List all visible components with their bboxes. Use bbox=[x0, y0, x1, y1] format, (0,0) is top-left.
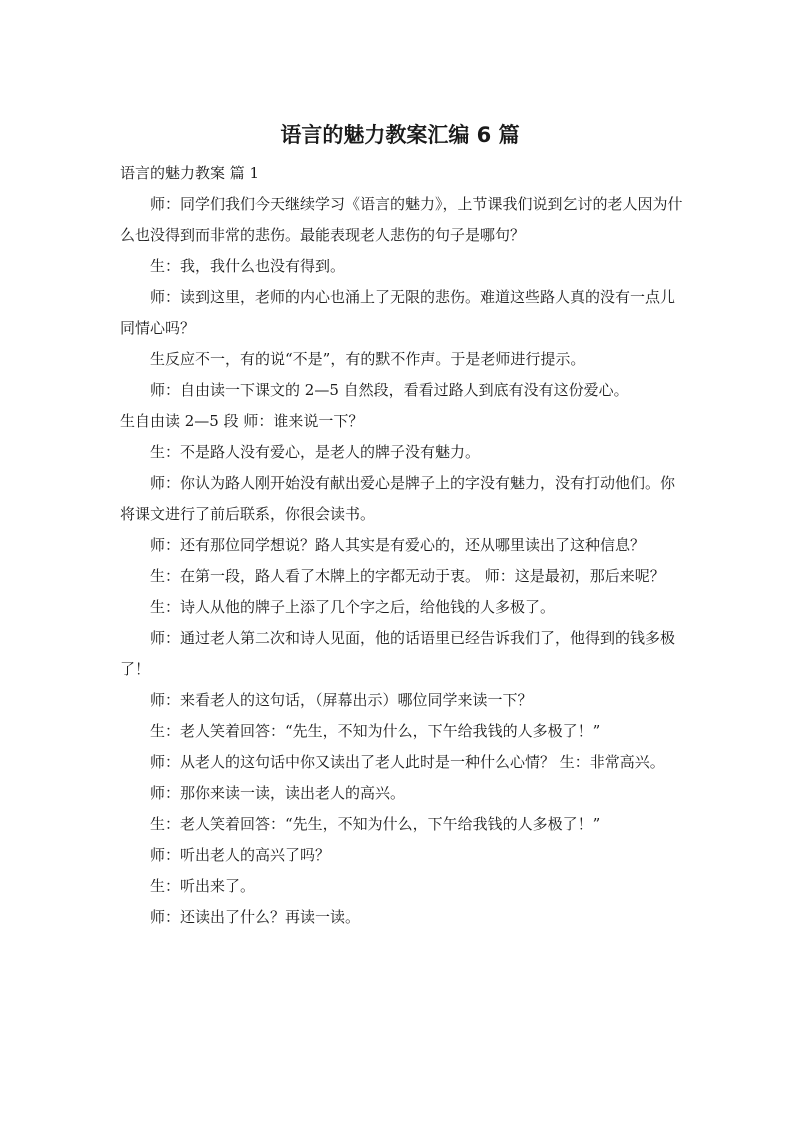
paragraph: 师：通过老人第二次和诗人见面，他的话语里已经告诉我们了，他得到的钱多极了！ bbox=[120, 629, 676, 678]
paragraph: 生：我，我什么也没有得到。 bbox=[150, 257, 346, 275]
paragraph: 师：还读出了什么？再读一读。 bbox=[150, 908, 361, 926]
document-body bbox=[120, 158, 685, 933]
paragraph: 师：从老人的这句话中你又读出了老人此时是一种什么心情？ 生：非常高兴。 bbox=[150, 753, 665, 771]
paragraph: 生：老人笑着回答：“先生，不知为什么，下午给我钱的人多极了！” bbox=[150, 815, 601, 833]
paragraph: 师：读到这里，老师的内心也涌上了无限的悲伤。难道这些路人真的没有一点儿同情心吗？ bbox=[120, 288, 676, 337]
paragraph: 师：听出老人的高兴了吗？ bbox=[150, 846, 331, 864]
paragraph: 生：听出来了。 bbox=[150, 877, 256, 895]
paragraph: 生：不是路人没有爱心，是老人的牌子没有魅力。 bbox=[150, 443, 481, 461]
document-title: 语言的魅力教案汇编 6 篇 bbox=[280, 123, 520, 147]
paragraph: 生：老人笑着回答：“先生，不知为什么，下午给我钱的人多极了！” bbox=[150, 722, 601, 740]
paragraph: 师：自由读一下课文的 2—5 自然段，看看过路人到底有没有这份爱心。 bbox=[150, 381, 629, 399]
paragraph: 生自由读 2—5 段 师：谁来说一下？ bbox=[120, 412, 364, 430]
paragraph: 师：同学们我们今天继续学习《语言的魅力》，上节课我们说到乞讨的老人因为什么也没得到而非常的悲伤。最能表现老人悲伤的句子是哪句？ bbox=[120, 195, 683, 244]
paragraph: 师：还有那位同学想说？路人其实是有爱心的，还从哪里读出了这种信息？ bbox=[150, 536, 646, 554]
paragraph: 师：那你来读一读，读出老人的高兴。 bbox=[150, 784, 406, 802]
paragraph: 生：诗人从他的牌子上添了几个字之后，给他钱的人多极了。 bbox=[150, 598, 556, 616]
paragraph: 生：在第一段，路人看了木牌上的字都无动于衷。 师：这是最初，那后来呢？ bbox=[150, 567, 665, 585]
paragraph: 生反应不一，有的说“不是”，有的默不作声。于是老师进行提示。 bbox=[150, 350, 586, 368]
section-subtitle: 语言的魅力教案 篇 1 bbox=[120, 164, 260, 182]
paragraph: 师：来看老人的这句话，（屏幕出示）哪位同学来读一下？ bbox=[150, 691, 533, 709]
paragraph: 师：你认为路人刚开始没有献出爱心是牌子上的字没有魅力，没有打动他们。你将课文进行了前后联系，你很会读书。 bbox=[120, 474, 676, 523]
